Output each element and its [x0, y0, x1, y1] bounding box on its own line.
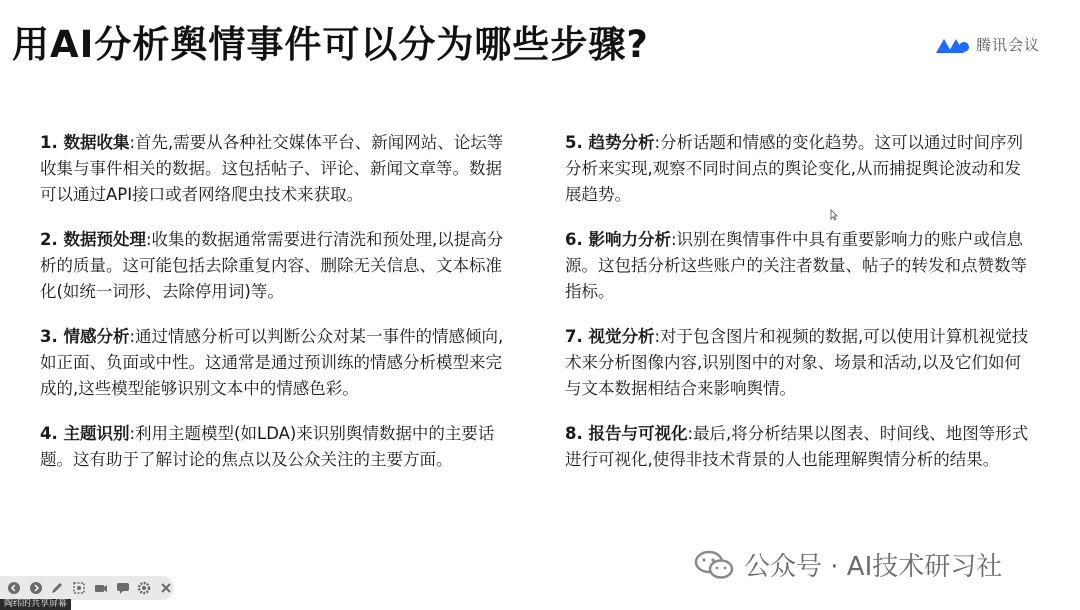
mouse-cursor-icon: [830, 209, 838, 221]
screen-share-label: 陶纬的共享屏幕: [0, 599, 71, 610]
step-item-7: [565, 324, 1037, 402]
step-label: 3. 情感分析: [40, 327, 130, 346]
meeting-toolbar: [0, 576, 174, 600]
step-item-1: [40, 130, 512, 208]
video-icon[interactable]: [93, 580, 109, 596]
step-label: 4. 主题识别: [40, 424, 130, 443]
wechat-watermark: [692, 546, 1002, 583]
step-text: :最后,将分析结果以图表、时间线、地图等形式进行可视化,使得非技术背景的人也能理解舆情分析的结果。: [565, 424, 1029, 469]
tencent-meeting-logo-icon: [934, 35, 970, 55]
back-icon[interactable]: [6, 580, 22, 596]
step-item-2: [40, 227, 512, 305]
step-text: :分析话题和情感的变化趋势。这可以通过时间序列分析来实现,观察不同时间点的舆论变化,从而捕捉舆论波动和发展趋势。: [565, 133, 1024, 204]
step-item-8: [565, 421, 1037, 473]
step-label: 6. 影响力分析: [565, 230, 671, 249]
forward-icon[interactable]: [28, 580, 44, 596]
step-label: 1. 数据收集: [40, 133, 130, 152]
wechat-icon: [692, 549, 736, 581]
pen-icon[interactable]: [50, 580, 66, 596]
chat-icon[interactable]: [115, 580, 131, 596]
step-text: :对于包含图片和视频的数据,可以使用计算机视觉技术来分析图像内容,识别图中的对象、场景和活动,以及它们如何与文本数据相结合来影响舆情。: [565, 327, 1029, 398]
step-item-6: [565, 227, 1037, 305]
screenshot-icon[interactable]: [71, 580, 87, 596]
brand-name: 腾讯会议: [976, 36, 1041, 54]
tencent-meeting-brand: [934, 34, 1040, 55]
settings-icon[interactable]: [137, 580, 153, 596]
step-label: 7. 视觉分析: [565, 327, 655, 346]
step-text: :首先,需要从各种社交媒体平台、新闻网站、论坛等收集与事件相关的数据。这包括帖子、评论、新闻文章等。数据可以通过API接口或者网络爬虫技术来获取。: [40, 133, 504, 204]
step-text: :识别在舆情事件中具有重要影响力的账户或信息源。这包括分析这些账户的关注者数量、帖子的转发和点赞数等指标。: [565, 230, 1027, 301]
step-text: :利用主题模型(如LDA)来识别舆情数据中的主要话题。这有助于了解讨论的焦点以及公众关注的主要方面。: [40, 424, 495, 469]
slide-title: 用AI分析舆情事件可以分为哪些步骤?: [12, 23, 649, 66]
left-column: [40, 130, 512, 492]
close-icon[interactable]: [158, 580, 174, 596]
step-label: 2. 数据预处理: [40, 230, 146, 249]
step-label: 5. 趋势分析: [565, 133, 655, 152]
step-label: 8. 报告与可视化: [565, 424, 688, 443]
step-text: :收集的数据通常需要进行清洗和预处理,以提高分析的质量。这可能包括去除重复内容、删除无关信息、文本标准化(如统一词形、去除停用词)等。: [40, 230, 504, 301]
step-item-3: [40, 324, 512, 402]
step-item-4: [40, 421, 512, 473]
step-item-5: [565, 130, 1037, 208]
step-text: :通过情感分析可以判断公众对某一事件的情感倾向,如正面、负面或中性。这通常是通过预训练的情感分析模型来完成的,这些模型能够识别文本中的情感色彩。: [40, 327, 504, 398]
right-column: [565, 130, 1037, 492]
watermark-text: 公众号 · AI技术研习社: [744, 552, 1003, 582]
